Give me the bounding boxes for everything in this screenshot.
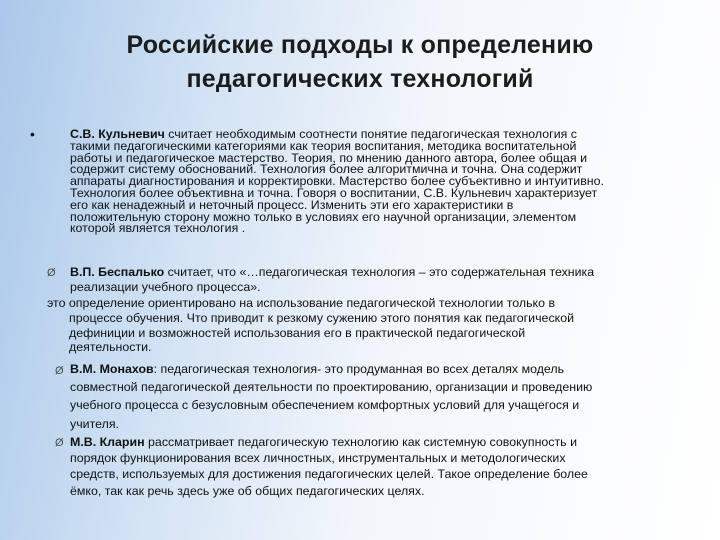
author-name: В.П. Беспалько (70, 265, 165, 279)
text-line: ёмко, так как речь здесь уже об общих педагогических целях. (70, 483, 425, 498)
text-line: деятельности. (69, 340, 152, 355)
paragraph-klarin (70, 434, 670, 499)
paragraph-kulnevich (70, 129, 670, 235)
paragraph-monakhov (70, 360, 670, 433)
text-line: аппараты диагностирования и корректировки. Мастерство более субъективно и интуитивно. (70, 174, 604, 189)
text-line: содержит систему обоснований. Технология более алгоритмична и точна. Она содержит (70, 162, 583, 177)
slide-title-line-1: Российские подходы к определению (126, 31, 594, 59)
text-line: порядок функционирования всех личностных, инструментальных и методологических (70, 451, 566, 466)
text-line: средств, используемых для достижения педагогических целей. Такое определение более (70, 467, 588, 482)
text-line: процессе обучения. Что приводит к резкому сужению этого понятия как педагогической (69, 310, 575, 325)
arrow-bullet-icon: Ø (47, 267, 56, 279)
text-line: это определение ориентировано на использование педагогической технологии только в (47, 296, 556, 310)
bullet-dot-icon: • (30, 126, 35, 142)
arrow-bullet-icon: Ø (55, 437, 64, 449)
paragraph-bespalko-continuation (47, 296, 677, 355)
arrow-bullet-icon: Ø (55, 365, 64, 377)
text-line: В.П. Беспалько считает, что «…педагогическая технология – это содержательная техника (70, 265, 595, 279)
text-line: работы и педагогическое мастерство. Теория, по мнению данного автора, более общая и (70, 150, 587, 165)
text-line: учебного процесса с безусловным обеспечением комфортных условий для учащегося и (70, 398, 580, 413)
text-line: такими педагогическими категориями как теория воспитания, методика воспитательной (70, 138, 577, 153)
paragraph-bespalko (70, 265, 680, 295)
text-line: положительную сторону можно только в условиях его научной организации, элементом (70, 209, 577, 224)
text-line: М.В. Кларин рассматривает педагогическую технологию как системную совокупность и (70, 435, 578, 449)
text-line: Технология более объективна и точна. Говоря о воспитании, С.В. Кульневич характеризует (70, 185, 598, 200)
text-line: его как ненадежный и неточный процесс. Изменить эти его характеристики в (70, 197, 514, 212)
slide-title (60, 28, 660, 96)
author-name: В.М. Монахов (70, 362, 154, 376)
text-line: учителя. (70, 416, 119, 431)
author-name: С.В. Кульневич (70, 127, 165, 141)
text-line: дефиниции и возможностей использования его в практической педагогической (69, 325, 526, 340)
text-line: совместной педагогической деятельности по проектированию, организации и проведению (70, 380, 593, 395)
text-line: которой является технология . (70, 221, 246, 236)
author-name: М.В. Кларин (70, 435, 145, 449)
text-line: С.В. Кульневич считает необходимым соотнести понятие педагогическая технология с (70, 127, 577, 141)
slide-title-line-2: педагогических технологий (186, 65, 534, 93)
text-line: В.М. Монахов: педагогическая технология- это продуманная во всех деталях модель (70, 362, 565, 376)
text-line: реализации учебного процесса». (70, 280, 261, 295)
